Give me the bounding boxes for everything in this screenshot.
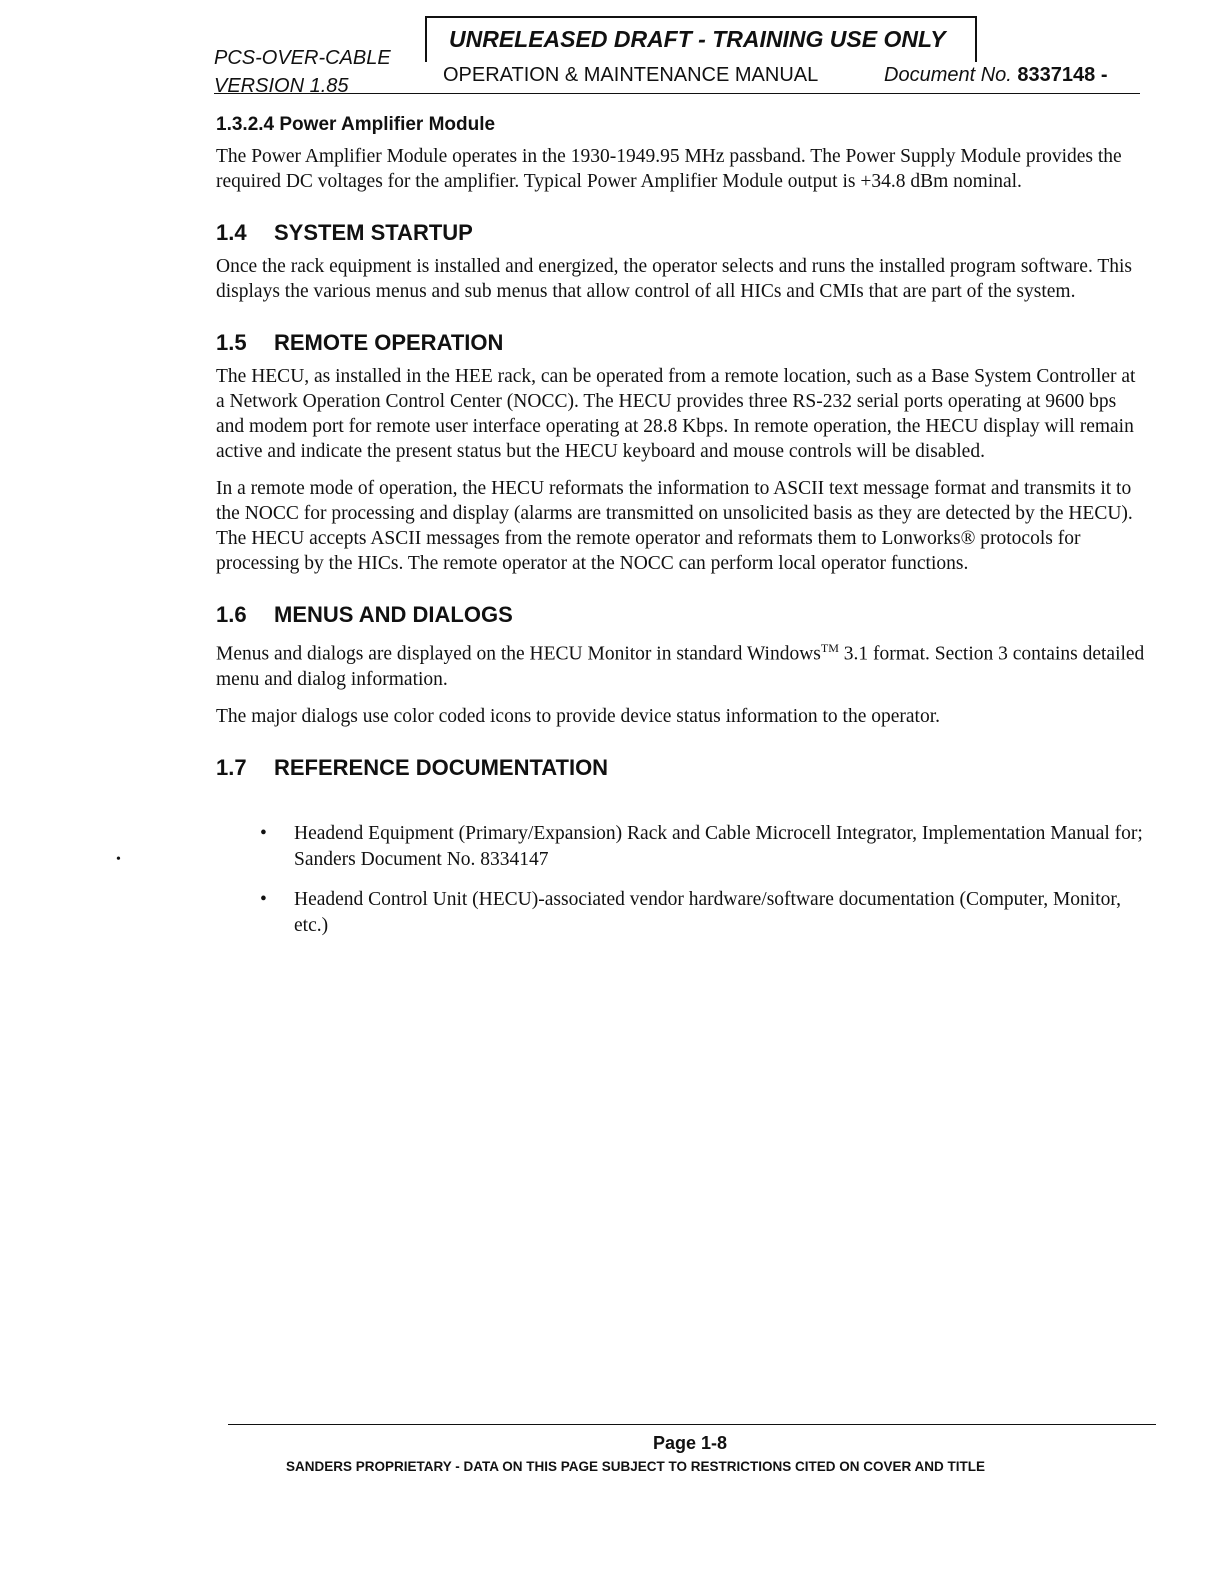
section-1-7-heading: [216, 755, 1146, 781]
draft-notice: UNRELEASED DRAFT - TRAINING USE ONLY: [425, 16, 977, 62]
section-1-4-heading: [216, 220, 1146, 246]
product-name: PCS-OVER-CABLE: [214, 47, 391, 69]
section-1-6-paragraph-2: The major dialogs use color coded icons to provide device status information to the operator.: [216, 705, 941, 727]
section-1-5-paragraph-1: The HECU, as installed in the HEE rack, can be operated from a remote location, such as a Base System Controller at a Network Operation Control Center (NOCC). The HECU provides three RS-232 serial ports operating at 9600 bps and modem port for remote user interface operating at 28.8 Kbps. In remote operation, the HECU display will remain active and indicate the present status but the HECU keyboard and mouse controls will be disabled.: [216, 366, 1136, 462]
document-label: Document No.: [884, 64, 1012, 86]
section-1-3-2-4-paragraph: The Power Amplifier Module operates in the 1930-1949.95 MHz passband. The Power Supply Module provides the required DC voltages for the amplifier. Typical Power Amplifier Module output is +34.8 dBm nominal.: [216, 146, 1122, 192]
page-content: [216, 114, 1146, 953]
header-product-block: [214, 44, 391, 100]
product-version: VERSION 1.85: [214, 75, 349, 97]
manual-title: OPERATION & MAINTENANCE MANUAL: [443, 64, 819, 86]
section-title: MENUS AND DIALOGS: [274, 602, 513, 627]
margin-mark: •: [116, 852, 121, 867]
document-number-block: [884, 64, 1107, 87]
section-title: SYSTEM STARTUP: [274, 220, 473, 245]
trademark-mark: TM: [820, 641, 839, 655]
section-1-5-heading: [216, 330, 1146, 356]
section-1-3-2-4-heading: 1.3.2.4 Power Amplifier Module: [216, 114, 496, 135]
section-number: 1.4: [216, 220, 247, 245]
bullet-icon: •: [260, 822, 267, 844]
page-number: Page 1-8: [652, 1433, 728, 1453]
list-item: • Headend Equipment (Primary/Expansion) Rack and Cable Microcell Integrator, Implementation Manual for; Sanders Document No. 8334147: [260, 822, 1143, 870]
section-number: 1.5: [216, 330, 247, 355]
reference-list: [216, 821, 1146, 939]
section-title: REMOTE OPERATION: [274, 330, 504, 355]
section-number: 1.6: [216, 602, 247, 627]
proprietary-notice: SANDERS PROPRIETARY - DATA ON THIS PAGE SUBJECT TO RESTRICTIONS CITED ON COVER AND TITLE: [286, 1459, 986, 1474]
header-rule: [214, 93, 1140, 94]
section-title: REFERENCE DOCUMENTATION: [274, 754, 609, 780]
section-1-4-paragraph: Once the rack equipment is installed and energized, the operator selects and runs the installed program software. This displays the various menus and sub menus that allow control of all HICs and CMIs that are part of the system.: [216, 256, 1133, 302]
list-item: • Headend Control Unit (HECU)-associated vendor hardware/software documentation (Computer, Monitor, etc.): [260, 888, 1121, 936]
bullet-icon: •: [260, 888, 267, 910]
section-1-6-heading: [216, 602, 1146, 628]
document-number: 8337148 -: [1017, 64, 1108, 86]
footer-rule: [228, 1424, 1156, 1425]
section-number: 1.7: [216, 754, 247, 780]
section-1-5-paragraph-2: In a remote mode of operation, the HECU reformats the information to ASCII text message format and transmits it to the NOCC for processing and display (alarms are transmitted on unsolicited basis as they are detected by the HECU). The HECU accepts ASCII messages from the remote operator and reformats them to Lonworks® protocols for processing by the HICs. The remote operator at the NOCC can perform local operator functions.: [216, 478, 1133, 574]
section-1-6-paragraph-1: Menus and dialogs are displayed on the HECU Monitor in standard Windows™ 3.1 format. Section 3 contains detailed menu and dialog information.: [216, 641, 1145, 690]
